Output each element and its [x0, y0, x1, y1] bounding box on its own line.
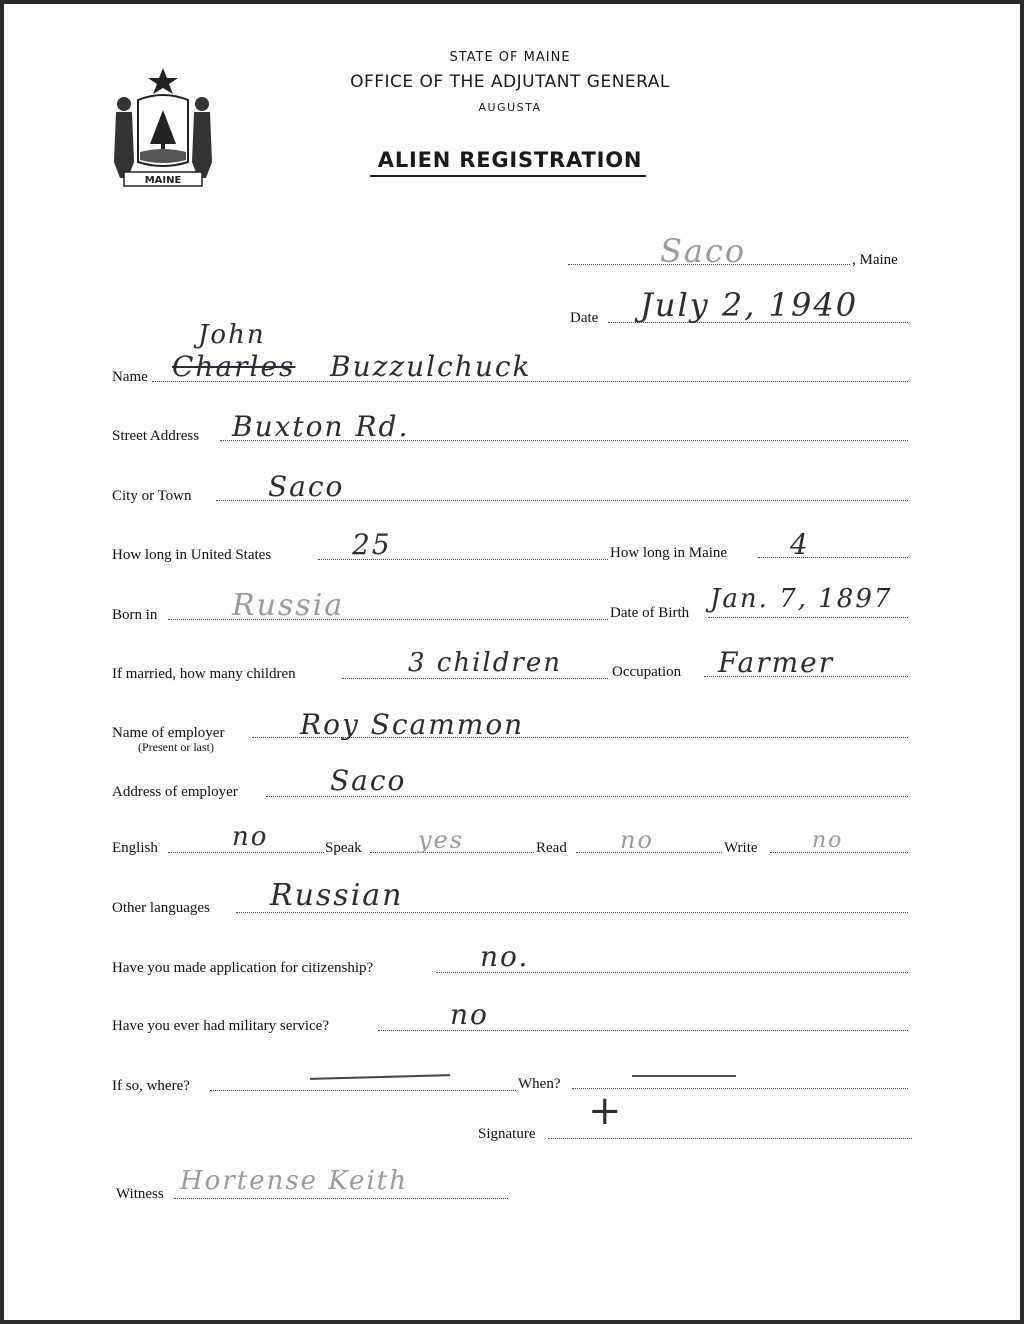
witness-label: Witness [116, 1186, 164, 1202]
when-dash-mark [632, 1075, 736, 1077]
date-value: July 2, 1940 [640, 286, 859, 324]
where-line [210, 1090, 516, 1091]
maine-years-label: How long in Maine [610, 545, 728, 561]
seal-label: MAINE [144, 175, 182, 186]
form-title: ALIEN REGISTRATION [377, 148, 643, 172]
street-value: Buxton Rd. [232, 410, 410, 443]
signature-line [548, 1138, 912, 1139]
name-label: Name [112, 369, 148, 385]
occupation-label: Occupation [612, 664, 682, 680]
state-heading: STATE OF MAINE [449, 50, 571, 65]
citizenship-value: no. [480, 940, 530, 973]
office-heading: OFFICE OF THE ADJUTANT GENERAL [350, 72, 670, 92]
military-value: no [450, 998, 489, 1031]
date-label: Date [570, 310, 599, 326]
maine-years-line [758, 557, 908, 558]
name-inserted-value: John [198, 320, 266, 350]
where-label: If so, where? [112, 1078, 190, 1094]
other-languages-label: Other languages [112, 900, 210, 916]
maine-years-value: 4 [790, 528, 810, 561]
dob-line [708, 617, 908, 618]
employer-label: Name of employer [112, 725, 225, 741]
when-label: When? [518, 1076, 561, 1092]
english-value: no [232, 822, 269, 852]
citizenship-label: Have you made application for citizenship? [112, 960, 374, 976]
employer-sublabel: (Present or last) [138, 740, 214, 754]
witness-value: Hortense Keith [180, 1166, 408, 1196]
read-value: no [620, 826, 654, 854]
write-label: Write [724, 840, 758, 856]
us-years-value: 25 [352, 528, 392, 561]
maine-label: , Maine [852, 252, 898, 268]
city-heading: AUGUSTA [478, 101, 542, 114]
children-line [342, 678, 608, 679]
military-label: Have you ever had military service? [112, 1018, 329, 1034]
children-value: 3 children [408, 648, 562, 678]
street-label: Street Address [112, 428, 200, 444]
employer-address-label: Address of employer [112, 784, 238, 800]
dob-value: Jan. 7, 1897 [710, 584, 893, 614]
city-label: City or Town [112, 488, 192, 504]
signature-label: Signature [478, 1126, 536, 1142]
english-label: English [112, 840, 158, 856]
other-languages-value: Russian [270, 878, 404, 913]
city-value: Saco [268, 470, 345, 503]
title-underline [370, 175, 646, 177]
read-label: Read [536, 840, 567, 856]
speak-value: yes [418, 826, 465, 854]
name-value: Buzzulchuck [330, 350, 532, 383]
employer-address-value: Saco [330, 764, 407, 797]
name-struck-value: Charles [172, 350, 296, 383]
us-years-label: How long in United States [112, 547, 272, 563]
place-value: Saco [660, 232, 747, 270]
dob-label: Date of Birth [610, 605, 690, 621]
occupation-value: Farmer [718, 646, 835, 679]
speak-label: Speak [325, 840, 362, 856]
witness-line [174, 1198, 508, 1199]
signature-mark: + [588, 1088, 624, 1134]
children-label: If married, how many children [112, 666, 296, 682]
born-label: Born in [112, 607, 158, 623]
employer-value: Roy Scammon [300, 708, 525, 741]
write-value: no [812, 828, 844, 853]
english-line [168, 852, 324, 853]
born-value: Russia [232, 588, 345, 623]
